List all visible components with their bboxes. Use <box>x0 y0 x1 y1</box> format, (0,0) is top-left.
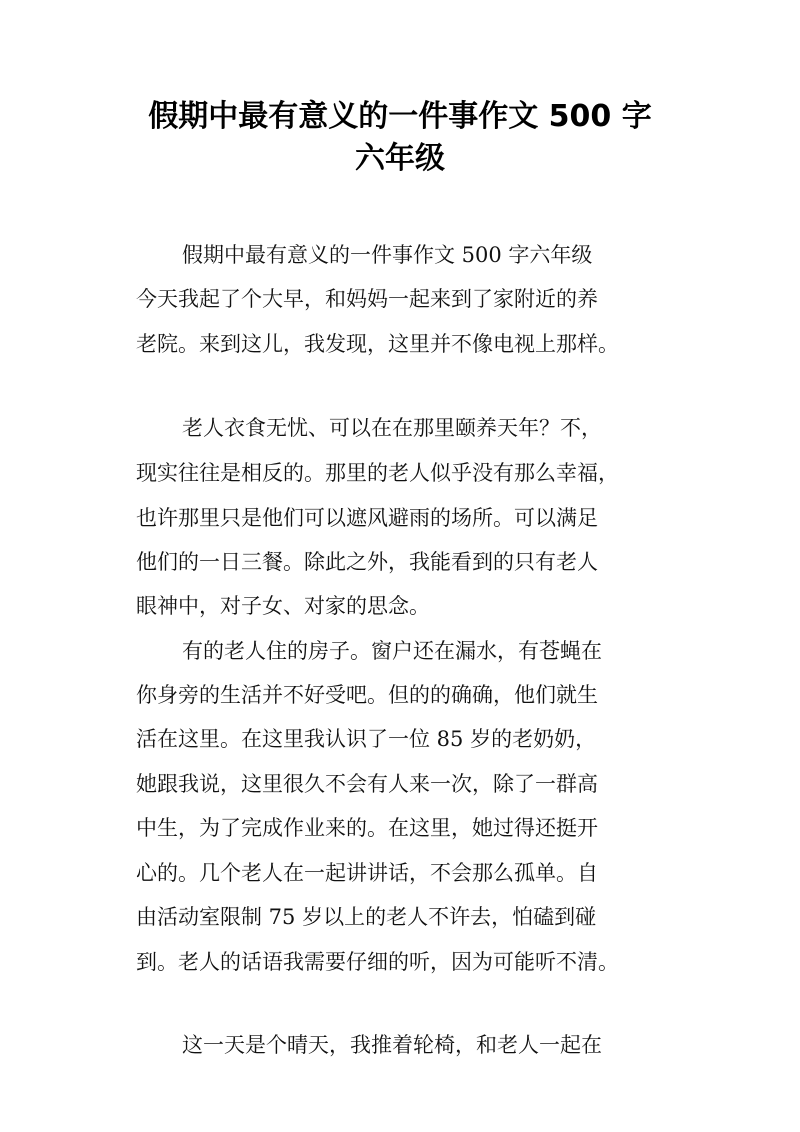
text-line: 他们的一日三餐。除此之外，我能看到的只有老人 <box>136 550 598 574</box>
text-line: 也许那里只是他们可以遮风避雨的场所。可以满足 <box>136 506 598 530</box>
paragraph-start-line: 有的老人住的房子。窗户还在漏水，有苍蝇在 <box>182 639 602 663</box>
text-line: 她跟我说，这里很久不会有人来一次，除了一群高 <box>136 772 598 796</box>
text-line: 现实往往是相反的。那里的老人似乎没有那么幸福， <box>136 461 619 485</box>
text-line: 今天我起了个大早，和妈妈一起来到了家附近的养 <box>136 287 598 311</box>
text-line: 眼神中，对子女、对家的思念。 <box>136 594 430 618</box>
text-line: 心的。几个老人在一起讲讲话，不会那么孤单。自 <box>136 861 598 885</box>
paragraph-start-line: 老人衣食无忧、可以在在那里颐养天年？不， <box>182 416 602 440</box>
text-line: 到。老人的话语我需要仔细的听，因为可能听不清。 <box>136 950 619 974</box>
text-line: 由活动室限制 75 岁以上的老人不许去，怕磕到碰 <box>136 905 597 929</box>
title-line-1: 假期中最有意义的一件事作文 500 字 <box>148 99 652 134</box>
paragraph-start-line: 这一天是个晴天，我推着轮椅，和老人一起在 <box>182 1033 602 1057</box>
text-line: 活在这里。在这里我认识了一位 85 岁的老奶奶， <box>136 727 597 751</box>
paragraph-heading-line: 假期中最有意义的一件事作文 500 字六年级 <box>182 243 593 267</box>
document-title <box>100 96 700 180</box>
text-line: 中生，为了完成作业来的。在这里，她过得还挺开 <box>136 816 598 840</box>
text-line: 你身旁的生活并不好受吧。但的的确确，他们就生 <box>136 683 598 707</box>
text-line: 老院。来到这儿，我发现，这里并不像电视上那样。 <box>136 332 619 356</box>
title-line-2: 六年级 <box>355 141 445 176</box>
